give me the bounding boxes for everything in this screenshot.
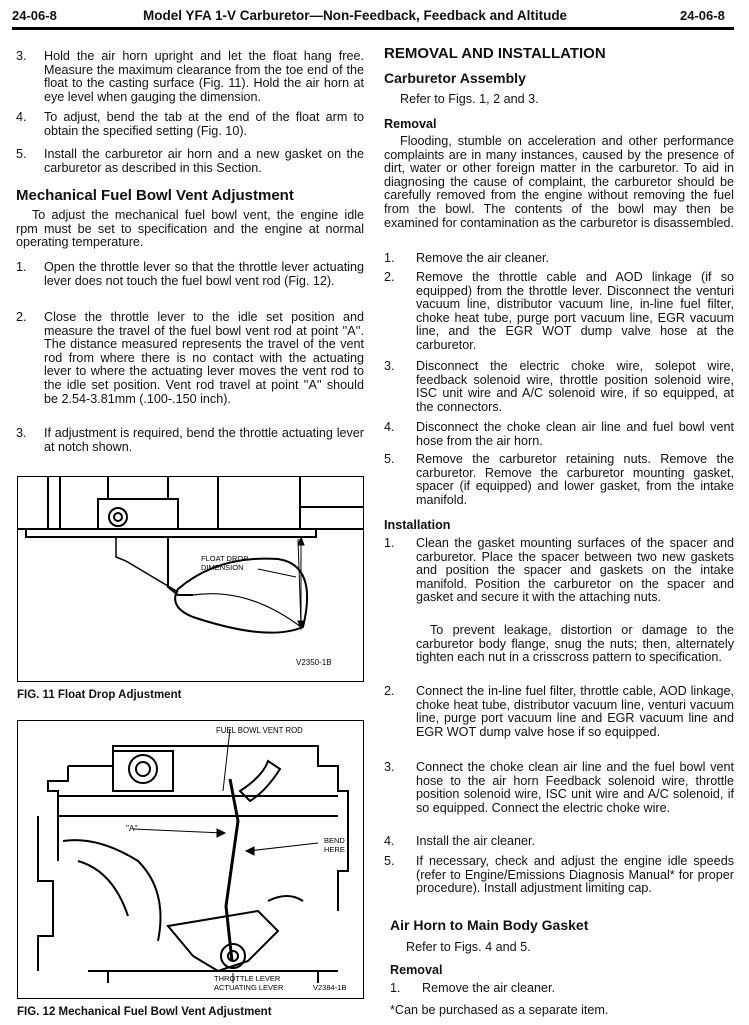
install-step-4: 4. Install the air cleaner. xyxy=(384,834,536,848)
step-5-float: 5. Install the carburetor air horn and a new gasket on the carburetor as described in this Section. xyxy=(16,147,364,175)
vent-step-1: 1. Open the throttle lever so that the throttle lever actuating lever does not touch the fuel bowl vent rod (Fig. 12). xyxy=(16,260,364,288)
fig12-code: V2384-1B xyxy=(313,983,347,992)
step-3-float: 3. Hold the air horn upright and let the float hang free. Measure the maximum clearance from the toe end of the float to the casting surface (Fig. 11). Hold the air horn at eye level when gauging the dimension. xyxy=(16,49,364,104)
install-step-5: 5. If necessary, check and adjust the engine idle speeds (refer to Engine/Emissions Diagnosis Manual* for proper procedure). Install adjustment limiting cap. xyxy=(384,854,734,896)
removal-step-4: 4. Disconnect the choke clean air line and fuel bowl vent hose from the air horn. xyxy=(384,420,734,448)
fig-12-caption: FIG. 12 Mechanical Fuel Bowl Vent Adjustment xyxy=(17,1006,272,1018)
gasket-refer: Refer to Figs. 4 and 5. xyxy=(406,940,531,954)
removal-step-3: 3. Disconnect the electric choke wire, solepot wire, feedback solenoid wire, throttle position solenoid wire, ISC unit wire and A/C solenoid wire, if so equipped, at the connectors. xyxy=(384,359,734,414)
installation-heading: Installation xyxy=(384,518,451,532)
fig12-lever-label-line1: THROTTLE LEVER xyxy=(214,974,281,983)
removal-heading: Removal xyxy=(384,117,437,131)
fig11-code: V2350-1B xyxy=(296,658,332,667)
carburetor-assembly-heading: Carburetor Assembly xyxy=(384,70,526,86)
vent-step-3: 3. If adjustment is required, bend the throttle actuating lever at notch shown. xyxy=(16,426,364,454)
fig12-bend-label-line1: BEND xyxy=(324,836,345,845)
header-rule xyxy=(12,27,734,30)
fig11-label-line2: DIMENSION xyxy=(201,563,244,572)
gasket-removal-heading: Removal xyxy=(390,963,443,977)
removal-step-2: 2. Remove the throttle cable and AOD linkage (if so equipped) from the throttle lever. Disconnect the venturi vacuum line, distributor vacuum line, in-line fuel filter, choke heat tube, purge port vacuum line, EGR vacuum line, and the EGR WOT dump valve hose at the carburetor. xyxy=(384,270,734,352)
fig12-vent-rod-label: FUEL BOWL VENT ROD xyxy=(216,726,303,735)
vent-rod-illustration xyxy=(18,721,363,998)
fig-11-caption: FIG. 11 Float Drop Adjustment xyxy=(17,689,182,701)
air-horn-gasket-heading: Air Horn to Main Body Gasket xyxy=(390,917,589,933)
fig12-point-a-label: ''A'' xyxy=(126,824,138,833)
assembly-refer: Refer to Figs. 1, 2 and 3. xyxy=(400,92,539,106)
vent-step-2: 2. Close the throttle lever to the idle set position and measure the travel of the fuel bowl vent rod at point ''A''. The distance measured represents the travel of the vent rod from where there is no contact with the actuating lever to where the actuating lever moves the vent rod to the idle set position. Vent rod travel at point ''A'' should be 2.54-3.81mm (.100-.150 inch). xyxy=(16,310,364,406)
removal-installation-heading: REMOVAL AND INSTALLATION xyxy=(384,45,606,62)
page-title: Model YFA 1-V Carburetor—Non-Feedback, Feedback and Altitude xyxy=(143,8,568,23)
install-step-3: 3. Connect the choke clean air line and the fuel bowl vent hose to the air horn Feedback solenoid wire, throttle position solenoid wire, ISC unit wire and A/C solenoid, if so equipped. Connect the electric choke wire. xyxy=(384,760,734,815)
vent-adjustment-heading: Mechanical Fuel Bowl Vent Adjustment xyxy=(16,187,294,204)
install-step-1: 1. Clean the gasket mounting surfaces of the spacer and carburetor. Place the spacer between two new gaskets and position the spacer and gaskets on the intake manifold. Position the carburetor on the spacer and gasket and secure it with the attaching nuts. xyxy=(384,536,734,605)
install-step-1-note: To prevent leakage, distortion or damage to the carburetor body flange, snug the nuts; then, alternately tighten each nut in a crisscross pattern to specification. xyxy=(416,623,734,665)
float-drop-illustration xyxy=(18,477,363,681)
gasket-removal-step-1: 1. Remove the air cleaner. xyxy=(390,981,556,995)
footnote: *Can be purchased as a separate item. xyxy=(390,1003,609,1017)
step-4-float: 4. To adjust, bend the tab at the end of the float arm to obtain the specified setting (Fig. 10). xyxy=(16,110,364,138)
removal-step-1: 1. Remove the air cleaner. xyxy=(384,251,550,265)
fig11-label-line1: FLOAT DROP xyxy=(201,554,249,563)
fig-11-float-drop-diagram xyxy=(17,476,364,682)
vent-intro: To adjust the mechanical fuel bowl vent, the engine idle rpm must be set to specification and the engine at normal operating temperature. xyxy=(16,208,364,250)
install-step-2: 2. Connect the in-line fuel filter, throttle cable, AOD linkage, choke heat tube, distributor vacuum line, venturi vacuum line, purge port vacuum line and EGR vacuum line and EGR WOT dump valve hose if so equipped. xyxy=(384,684,734,739)
fig-12-vent-adjustment-diagram xyxy=(17,720,364,999)
removal-intro: Flooding, stumble on acceleration and other performance complaints are in many instances, caused by the presence of dirt, water or other foreign matter in the carburetor. To aid in diagnosing the cause of complaint, the carburetor should be carefully removed from the engine without removing the fuel from the bowl. The contents of the bowl may then be examined for contamination as the carburetor is disassembled. xyxy=(384,134,735,230)
fig12-lever-label-line2: ACTUATING LEVER xyxy=(214,983,284,992)
page-number-left: 24-06-8 xyxy=(12,8,57,23)
fig12-bend-label-line2: HERE xyxy=(324,845,345,854)
page-number-right: 24-06-8 xyxy=(680,8,725,23)
removal-step-5: 5. Remove the carburetor retaining nuts. Remove the carburetor. Remove the carburetor mounting gasket, spacer (if equipped) and lower gasket, from the intake manifold. xyxy=(384,452,734,507)
